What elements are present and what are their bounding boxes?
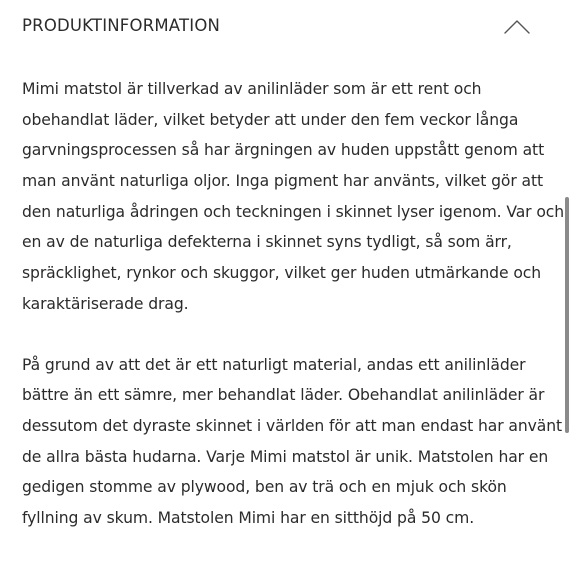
description-paragraph-1 — [22, 74, 565, 320]
text-line: den naturliga ådringen och teckningen i skinnet lyser igenom. Var och — [22, 202, 565, 221]
text-line: garvningsprocessen så har ärgningen av huden uppstått genom att — [22, 141, 545, 160]
text-line: gedigen stomme av plywood, ben av trä och en mjuk och skön — [22, 478, 507, 497]
text-line: dessutom det dyraste skinnet i världen för att man endast har använt — [22, 416, 563, 435]
text-line: På grund av att det är ett naturligt material, andas ett anilinläder — [22, 355, 526, 374]
text-line: karaktäriserade drag. — [22, 294, 189, 313]
text-line: spräcklighet, rynkor och skuggor, vilket ger huden utmärkande och — [22, 264, 542, 283]
accordion-body — [22, 74, 565, 534]
text-line: en av de naturliga defekterna i skinnet syns tydligt, så som ärr, — [22, 233, 512, 252]
section-title: PRODUKTINFORMATION — [22, 16, 221, 35]
accordion-header[interactable] — [0, 0, 573, 58]
chevron-up-icon[interactable] — [503, 16, 531, 36]
text-line: Mimi matstol är tillverkad av anilinläder som är ett rent och — [22, 80, 482, 98]
text-line: bättre än ett sämre, mer behandlat läder. Obehandlat anilinläder är — [22, 386, 545, 405]
text-line: de allra bästa hudarna. Varje Mimi matstol är unik. Matstolen har en — [22, 447, 549, 466]
scrollbar-thumb[interactable] — [565, 197, 569, 433]
text-line: fyllning av skum. Matstolen Mimi har en sitthöjd på 50 cm. — [22, 508, 475, 527]
text-line: obehandlat läder, vilket betyder att under den fem veckor långa — [22, 110, 519, 129]
description-paragraph-2 — [22, 350, 562, 534]
text-line: man använt naturliga oljor. Inga pigment har använts, vilket gör att — [22, 172, 543, 191]
